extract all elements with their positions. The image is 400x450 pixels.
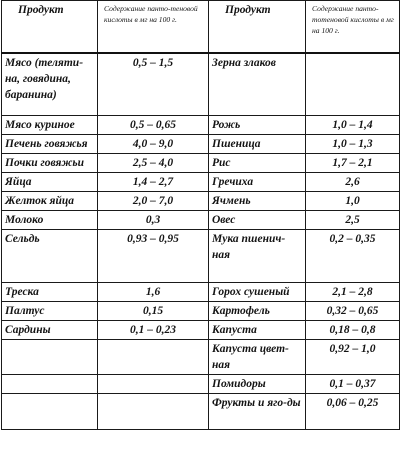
header-content-right: Содержание панто-тотеновой кислоты в мг на 100 г. [306, 1, 400, 54]
value-cell: 1,7 – 2,1 [306, 154, 400, 173]
header-row [2, 1, 400, 54]
table-row [2, 321, 400, 340]
product-cell: Капуста [209, 321, 306, 340]
product-cell [2, 375, 98, 394]
table-row [2, 154, 400, 173]
product-cell: Мясо (теляти-на, говядина, баранина) [2, 53, 98, 116]
product-cell: Мука пшенич-ная [209, 230, 306, 283]
table-row [2, 116, 400, 135]
value-cell: 1,4 – 2,7 [98, 173, 209, 192]
value-cell: 2,6 [306, 173, 400, 192]
value-cell: 0,32 – 0,65 [306, 302, 400, 321]
value-cell: 2,5 [306, 211, 400, 230]
value-cell: 2,5 – 4,0 [98, 154, 209, 173]
product-cell: Фрукты и яго-ды [209, 394, 306, 430]
table-row [2, 135, 400, 154]
value-cell: 1,0 – 1,4 [306, 116, 400, 135]
product-cell: Пшеница [209, 135, 306, 154]
value-cell: 0,2 – 0,35 [306, 230, 400, 283]
value-cell [98, 394, 209, 430]
product-cell [2, 394, 98, 430]
value-cell [98, 375, 209, 394]
product-cell: Почки говяжьи [2, 154, 98, 173]
product-cell: Ячмень [209, 192, 306, 211]
value-cell: 0,5 – 0,65 [98, 116, 209, 135]
header-content-left: Содержание панто-теновой кислоты в мг на 100 г. [98, 1, 209, 54]
value-cell: 0,1 – 0,37 [306, 375, 400, 394]
table-row [2, 394, 400, 430]
table-row [2, 302, 400, 321]
table-row [2, 173, 400, 192]
table-row [2, 340, 400, 375]
product-cell: Сельдь [2, 230, 98, 283]
product-cell: Желток яйца [2, 192, 98, 211]
product-cell: Сардины [2, 321, 98, 340]
value-cell: 4,0 – 9,0 [98, 135, 209, 154]
table-row [2, 211, 400, 230]
product-cell: Мясо куриное [2, 116, 98, 135]
header-product-left: Продукт [2, 1, 98, 54]
product-cell: Гречиха [209, 173, 306, 192]
product-cell: Овес [209, 211, 306, 230]
value-cell: 0,5 – 1,5 [98, 53, 209, 116]
pantothenic-acid-table [1, 0, 400, 430]
product-cell: Яйца [2, 173, 98, 192]
value-cell: 0,06 – 0,25 [306, 394, 400, 430]
product-cell: Помидоры [209, 375, 306, 394]
value-cell: 0,3 [98, 211, 209, 230]
value-cell: 1,6 [98, 283, 209, 302]
value-cell: 1,0 [306, 192, 400, 211]
value-cell: 1,0 – 1,3 [306, 135, 400, 154]
value-cell [306, 53, 400, 116]
product-cell: Рожь [209, 116, 306, 135]
product-cell: Молоко [2, 211, 98, 230]
product-cell: Зерна злаков [209, 53, 306, 116]
product-cell: Печень говяжья [2, 135, 98, 154]
value-cell: 0,18 – 0,8 [306, 321, 400, 340]
table-row [2, 53, 400, 116]
value-cell: 0,1 – 0,23 [98, 321, 209, 340]
table-row [2, 375, 400, 394]
product-cell: Рис [209, 154, 306, 173]
product-cell: Треска [2, 283, 98, 302]
value-cell [98, 340, 209, 375]
product-cell: Картофель [209, 302, 306, 321]
value-cell: 0,93 – 0,95 [98, 230, 209, 283]
table-row [2, 283, 400, 302]
value-cell: 0,15 [98, 302, 209, 321]
value-cell: 2,0 – 7,0 [98, 192, 209, 211]
product-cell: Капуста цвет-ная [209, 340, 306, 375]
product-cell [2, 340, 98, 375]
table-row [2, 192, 400, 211]
table-row [2, 230, 400, 283]
value-cell: 0,92 – 1,0 [306, 340, 400, 375]
value-cell: 2,1 – 2,8 [306, 283, 400, 302]
header-product-right: Продукт [209, 1, 306, 54]
product-cell: Горох сушеный [209, 283, 306, 302]
product-cell: Палтус [2, 302, 98, 321]
